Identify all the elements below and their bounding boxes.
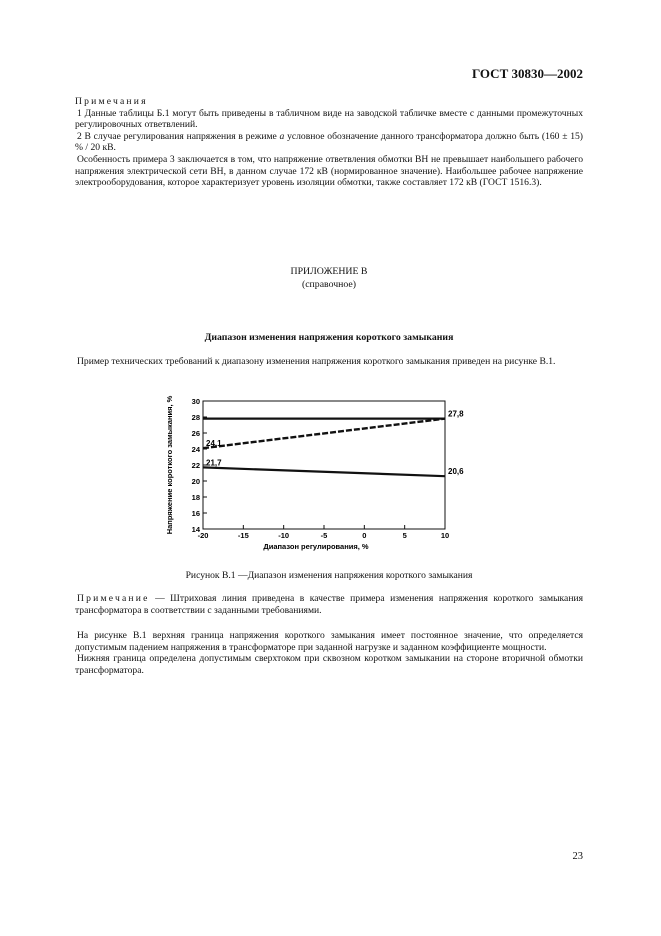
x-tick-label: 0 [362,531,367,540]
x-tick-label: 5 [402,531,407,540]
figure-note-label: Примечание [77,593,150,604]
y-tick-label: 20 [191,476,200,486]
note-1: 1 Данные таблицы Б.1 могут быть приведены в табличном виде на заводской табличке вместе с данными промежуточных регулировочных ответвлений. [75,107,583,131]
x-tick-label: -5 [320,531,328,540]
data-label: 20,6 [448,467,464,477]
figure-caption: Рисунок В.1 —Диапазон изменения напряжения короткого замыкания [185,570,473,581]
y-tick-label: 22 [191,460,200,470]
y-axis-label: Напряжение короткого замыкания, % [165,395,174,535]
appendix-intro-text: Пример технических требований к диапазону изменения напряжения короткого замыкания приведен на рисунке В.1. [77,356,556,367]
note-2-start: 2 В случае регулирования напряжения в режиме [77,130,280,142]
x-axis-label: Диапазон регулирования, % [263,542,369,551]
voltage-range-chart [158,393,464,555]
y-tick-label: 16 [191,508,200,518]
body-paragraph-2: Нижняя граница определена допустимым сверхтоком при сквозном коротком замыкании на стороне вторичной обмотки трансформатора. [75,653,583,676]
page-number: 23 [572,851,583,862]
figure-note [75,593,583,616]
x-tick-label: -20 [197,531,209,540]
appendix-title: ПРИЛОЖЕНИЕ В [290,266,368,277]
x-tick-label: -15 [237,531,249,540]
appendix-intro [75,356,583,368]
notes-heading: Примечания [75,96,148,107]
y-tick-label: 30 [191,396,200,406]
data-label: 27,8 [448,409,464,419]
data-label: 21,7 [206,458,222,468]
body-paragraph-1: На рисунке В.1 верхняя граница напряжения короткого замыкания имеет постоянное значение, что определяется допустимым падением напряжения в трансформаторе при заданной нагрузке и заданном коэффициенте мощности. [75,630,583,653]
note-2-end: условное обозначение данного трансформатора должно быть (160 ± 15) % / 20 кВ. [75,130,584,154]
y-tick-label: 18 [191,492,200,502]
appendix-heading: Диапазон изменения напряжения короткого замыкания [204,332,454,343]
y-tick-label: 28 [191,412,200,422]
notes-block [75,96,583,189]
example-3-paragraph: Особенность примера 3 заключается в том, что напряжение ответвления обмотки ВН не превышает наибольшего рабочего напряжения электрической сети ВН, в данном случае 172 кВ (нормированное значение). Наибольшее рабочее напряжение электрооборудования, которое характеризует уровень изоляции обмотки, также составляет 172 кВ (ГОСТ 1516.3). [75,153,583,189]
y-tick-label: 26 [191,428,200,438]
y-tick-label: 24 [191,444,200,454]
x-tick-label: -10 [278,531,290,540]
y-tick-label: 14 [191,524,200,534]
x-tick-label: 10 [440,531,450,540]
figure-note-text: — Штриховая линия приведена в качестве примера изменения напряжения короткого замыкания трансформатора в соответствии с заданными требованиями. [75,593,583,616]
document-header: ГОСТ 30830—2002 [471,66,583,81]
boundary-series-line [203,467,445,476]
appendix-subtitle: (справочное) [301,279,357,290]
body-text [75,630,583,676]
note-2 [75,131,583,154]
note-2-mode: а [279,130,285,142]
plot-frame [203,401,445,529]
dashed-series-line [203,419,445,449]
data-label: 24,1 [206,439,222,449]
